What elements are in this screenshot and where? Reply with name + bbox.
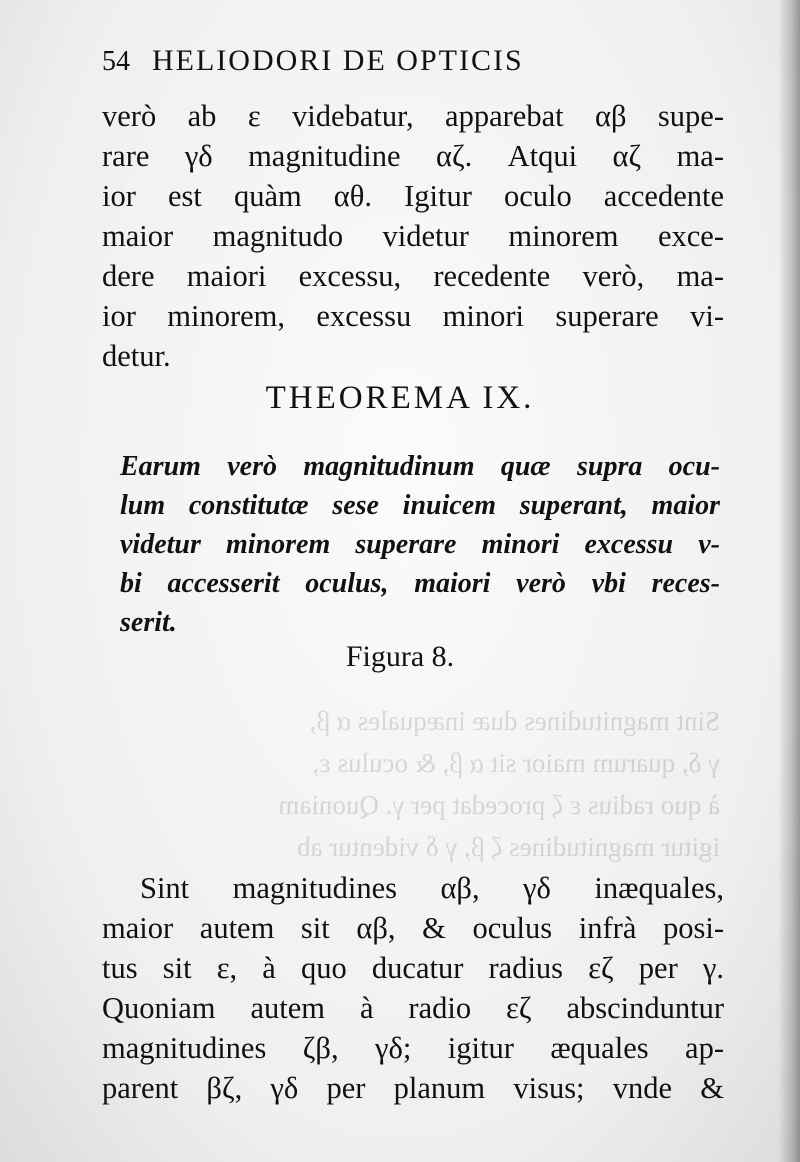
text-line: ior est quàm αθ. Igitur oculo accedente [102,179,724,213]
enunciation-line: lum constitutæ sese inuicem superant, maior [120,490,720,521]
show-through-bleed: Sint magnitudines duæ inæquales α β, γ δ, quarum maior sit α β, & oculus ε, à quo radius ε ζ procedat per γ. Quoniam igitur magnitudines ζ β, γ δ videntur ab [278,706,720,862]
theorem-title: THEOREMA IX. [265,380,535,416]
text-line: rare γδ magnitudine αζ. Atqui αζ ma- [102,139,724,173]
text-line: ior minorem, excessu minori superare vi- [102,299,724,333]
running-title: HELIODORI DE OPTICIS [152,44,524,77]
enunciation-line: serit. [120,607,177,638]
enunciation-line: Earum verò magnitudinum quæ supra ocu- [120,451,720,482]
paragraph-2 [102,868,724,1108]
text-line: maior autem sit αβ, & oculus infrà posi- [102,911,724,945]
figure-label: Figura 8. [345,640,455,673]
running-head [102,44,662,78]
enunciation-line: videtur minorem superare minori excessu v- [120,529,720,560]
text-line: maior magnitudo videtur minorem exce- [102,219,724,253]
text-line: tus sit ε, à quo ducatur radius εζ per γ. [102,951,724,985]
text-line: magnitudines ζβ, γδ; igitur æquales ap- [102,1031,724,1065]
text-line: dere maiori excessu, recedente verò, ma- [102,259,724,293]
page-edge-shadow [778,0,800,1162]
text-line: verò ab ε videbatur, apparebat αβ supe- [102,99,724,133]
paragraph-1 [102,96,724,376]
theorem-enunciation [120,447,720,642]
text-line: Quoniam autem à radio εζ abscinduntur [102,991,724,1025]
page-number: 54 [102,46,130,77]
text-line: Sint magnitudines αβ, γδ inæquales, [140,871,724,905]
text-line: parent βζ, γδ per planum visus; vnde & [102,1071,724,1105]
text-line: detur. [102,339,171,373]
enunciation-line: bi accesserit oculus, maiori verò vbi reces- [120,568,720,599]
